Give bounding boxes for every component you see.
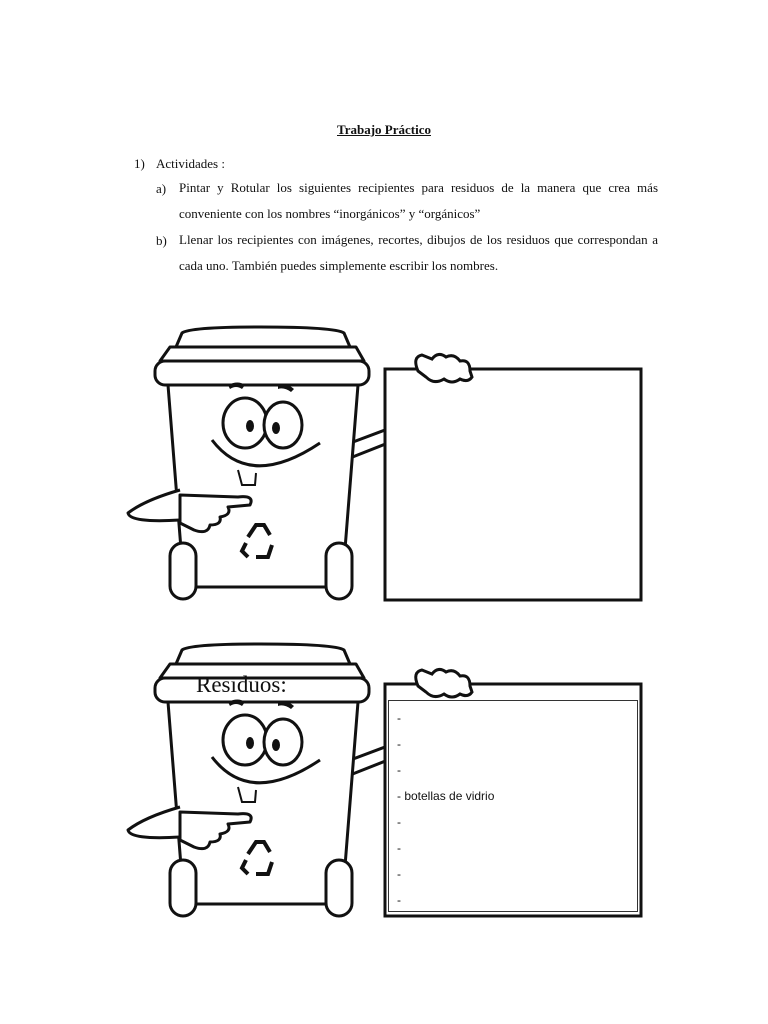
list-item: -	[397, 867, 401, 881]
item-b-letter: b)	[156, 233, 167, 248]
recycle-bin-illustration-1	[120, 325, 650, 610]
residuos-label: Residuos:	[196, 672, 287, 697]
item-b-text: Llenar los recipientes con imágenes, recortes, dibujos de los residuos que correspondan a cada uno. También puedes simplemente escribir los nombres.	[179, 232, 658, 273]
section-heading: Actividades :	[156, 156, 225, 171]
list-item: -	[397, 815, 401, 829]
section-number: 1)	[134, 156, 145, 171]
list-item: -	[397, 737, 401, 751]
item-a-letter: a)	[156, 181, 167, 196]
list-item: -	[397, 763, 401, 777]
item-a-text: Pintar y Rotular los siguientes recipientes para residuos de la manera que crea más conveniente con los nombres “inorgánicos” y “orgánicos”	[179, 180, 658, 221]
list-item: -	[397, 841, 401, 855]
list-item: -	[397, 893, 401, 907]
residuos-list-box	[388, 700, 638, 912]
list-item: - botellas de vidrio	[397, 789, 495, 803]
list-item: -	[397, 711, 401, 725]
page-title: Trabajo Práctico	[337, 122, 431, 137]
